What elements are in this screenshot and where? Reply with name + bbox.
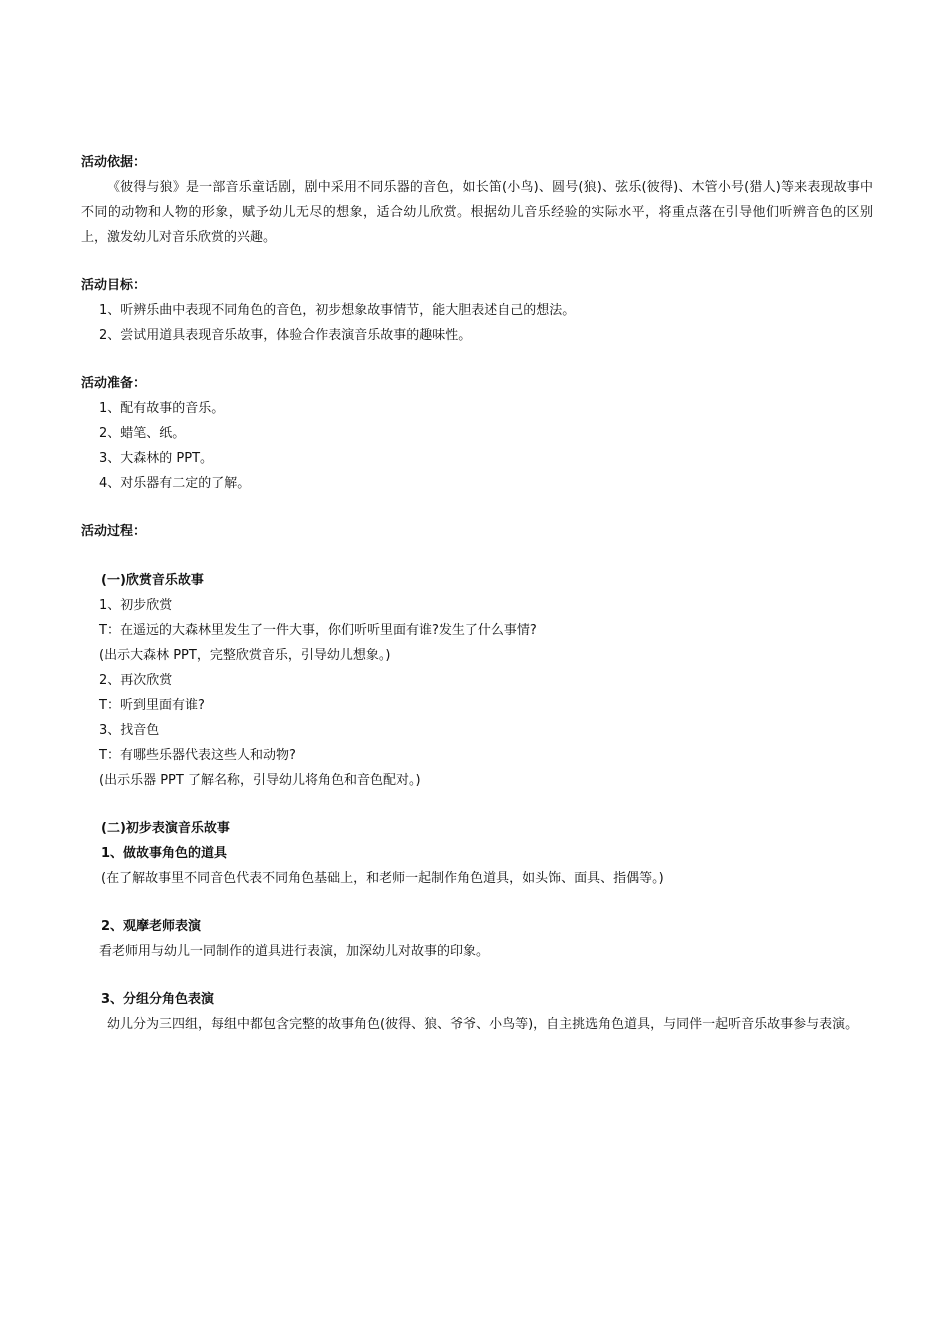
step3-text: 幼儿分为三四组，每组中都包含完整的故事角色(彼得、狼、爷爷、小鸟等)，自主挑选角色道具，与同伴一起听音乐故事参与表演。 bbox=[107, 1017, 859, 1032]
part1-line: 1、初步欣赏 bbox=[99, 598, 173, 613]
part1-line: T：有哪些乐器代表这些人和动物? bbox=[99, 748, 296, 763]
part1-line: (出示大森林 PPT，完整欣赏音乐，引导幼儿想象。) bbox=[99, 648, 391, 663]
prep-item: 2、蜡笔、纸。 bbox=[99, 426, 186, 441]
goal-item: 1、听辨乐曲中表现不同角色的音色，初步想象故事情节，能大胆表述自己的想法。 bbox=[99, 303, 576, 318]
part1-line: T：在遥远的大森林里发生了一件大事，你们听听里面有谁?发生了什么事情? bbox=[99, 623, 537, 638]
part1-line: 2、再次欣赏 bbox=[99, 673, 173, 688]
basis-heading: 活动依据： bbox=[81, 155, 147, 170]
goals-heading: 活动目标： bbox=[81, 278, 147, 293]
step1-text: (在了解故事里不同音色代表不同角色基础上，和老师一起制作角色道具，如头饰、面具、指偶等。) bbox=[101, 871, 664, 886]
part1-title: (一)欣赏音乐故事 bbox=[101, 573, 204, 588]
prep-item: 3、大森林的 PPT。 bbox=[99, 451, 214, 466]
step2-title: 2、观摩老师表演 bbox=[101, 919, 202, 934]
part2-title: (二)初步表演音乐故事 bbox=[101, 821, 230, 836]
step3-title: 3、分组分角色表演 bbox=[101, 992, 215, 1007]
step2-text: 看老师用与幼儿一同制作的道具进行表演，加深幼儿对故事的印象。 bbox=[99, 944, 490, 959]
goal-item: 2、尝试用道具表现音乐故事，体验合作表演音乐故事的趣味性。 bbox=[99, 328, 472, 343]
step1-title: 1、做故事角色的道具 bbox=[101, 846, 228, 861]
basis-paragraph: 《彼得与狼》是一部音乐童话剧，剧中采用不同乐器的音色，如长笛(小鸟)、圆号(狼)、弦乐(彼得)、木管小号(猎人)等来表现故事中不同的动物和人物的形象，赋予幼儿无尽的想象，适合幼儿欣赏。根据幼儿音乐经验的实际水平，将重点落在引导他们听辨音色的区别上，激发幼儿对音乐欣赏的兴趣。 bbox=[81, 180, 873, 245]
part1-line: 3、找音色 bbox=[99, 723, 160, 738]
part1-line: T：听到里面有谁? bbox=[99, 698, 205, 713]
prep-item: 1、配有故事的音乐。 bbox=[99, 401, 225, 416]
prep-heading: 活动准备： bbox=[81, 376, 147, 391]
process-heading: 活动过程： bbox=[81, 524, 147, 539]
part1-line: (出示乐器 PPT 了解名称，引导幼儿将角色和音色配对。) bbox=[99, 773, 421, 788]
prep-item: 4、对乐器有二定的了解。 bbox=[99, 476, 251, 491]
document-page bbox=[81, 150, 873, 1037]
